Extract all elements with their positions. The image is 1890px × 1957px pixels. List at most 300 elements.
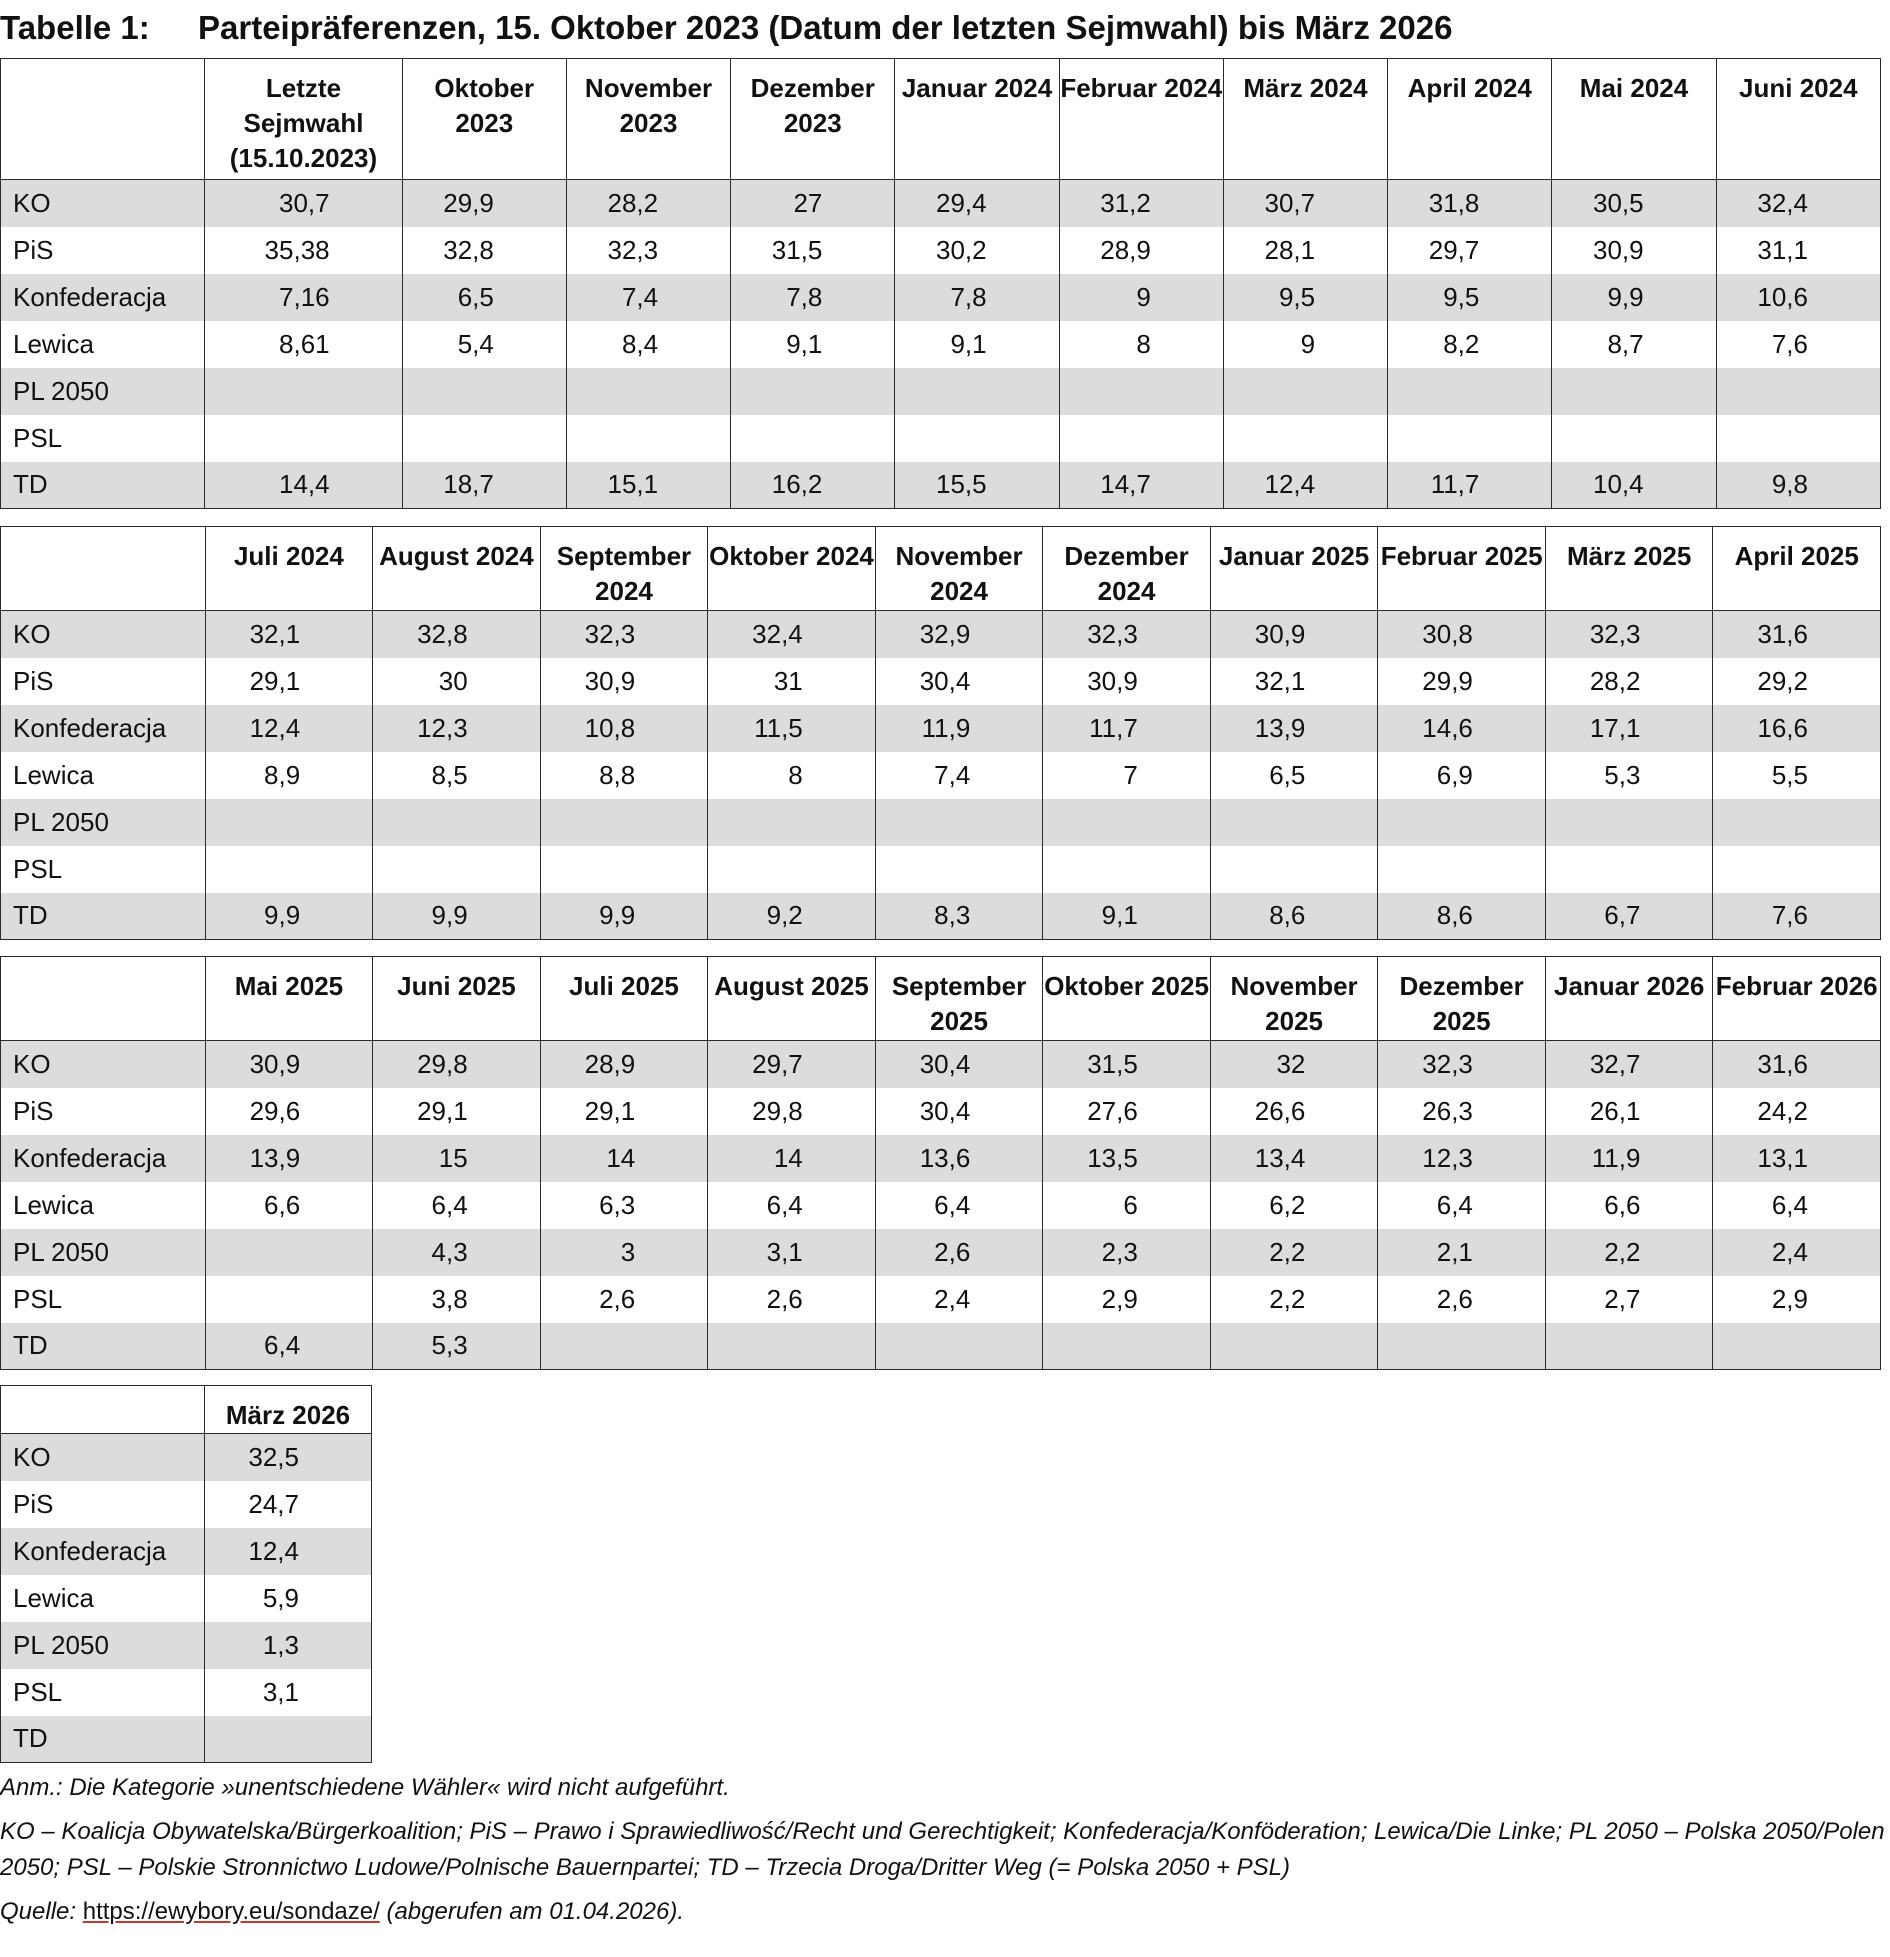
value-cell: 3 bbox=[540, 1229, 708, 1276]
value-cell: 8,61 bbox=[205, 321, 402, 368]
value-cell: 9,8 bbox=[1716, 462, 1880, 509]
value-cell: 13,9 bbox=[1210, 705, 1378, 752]
value-cell: 8,7 bbox=[1552, 321, 1716, 368]
column-header-august-2025: August 2025 bbox=[708, 957, 876, 1041]
column-header-maerz-2026: März 2026 bbox=[205, 1386, 372, 1434]
table-row-psl bbox=[1, 1276, 1881, 1323]
party-label: PL 2050 bbox=[1, 368, 205, 415]
value-cell: 28,2 bbox=[1545, 658, 1713, 705]
party-label: KO bbox=[1, 611, 206, 658]
value-cell: 32,9 bbox=[875, 611, 1043, 658]
value-cell: 31 bbox=[708, 658, 876, 705]
value-cell: 9,9 bbox=[540, 893, 708, 940]
value-cell: 7 bbox=[1043, 752, 1211, 799]
value-cell: 14,6 bbox=[1378, 705, 1546, 752]
value-cell: 5,9 bbox=[205, 1575, 372, 1622]
value-cell: 5,4 bbox=[402, 321, 566, 368]
table-row-lewica bbox=[1, 321, 1881, 368]
value-cell: 30,4 bbox=[875, 658, 1043, 705]
value-cell: 30,8 bbox=[1378, 611, 1546, 658]
value-cell: 7,4 bbox=[875, 752, 1043, 799]
value-cell: 9,1 bbox=[731, 321, 895, 368]
value-cell: 29,1 bbox=[205, 658, 373, 705]
column-header-juni-2025: Juni 2025 bbox=[373, 957, 541, 1041]
source-suffix: (abgerufen am 01.04.2026). bbox=[386, 1898, 684, 1925]
value-cell: 6,4 bbox=[205, 1323, 373, 1370]
value-cell: 30,2 bbox=[895, 227, 1059, 274]
value-cell: 28,9 bbox=[1059, 227, 1223, 274]
note-remark: Anm.: Die Kategorie »unentschiedene Wähler« wird nicht aufgeführt. bbox=[0, 1774, 730, 1801]
value-cell bbox=[1223, 368, 1387, 415]
table-row-lewica bbox=[1, 752, 1881, 799]
caption-title: Parteipräferenzen, 15. Oktober 2023 (Datum der letzten Sejmwahl) bis März 2026 bbox=[198, 9, 1453, 46]
value-cell: 8,5 bbox=[373, 752, 541, 799]
value-cell: 2,2 bbox=[1210, 1276, 1378, 1323]
value-cell bbox=[1713, 846, 1881, 893]
value-cell: 13,4 bbox=[1210, 1135, 1378, 1182]
party-label: Lewica bbox=[1, 1182, 206, 1229]
value-cell: 5,5 bbox=[1713, 752, 1881, 799]
table-row-pl-2050 bbox=[1, 368, 1881, 415]
table-row-lewica bbox=[1, 1182, 1881, 1229]
value-cell: 11,7 bbox=[1388, 462, 1552, 509]
value-cell bbox=[1713, 799, 1881, 846]
header-row bbox=[1, 1386, 372, 1434]
table-row-konfederacja bbox=[1, 1528, 372, 1575]
column-header-november-2025: November 2025 bbox=[1210, 957, 1378, 1041]
value-cell: 18,7 bbox=[402, 462, 566, 509]
value-cell: 2,6 bbox=[1378, 1276, 1546, 1323]
party-label: PiS bbox=[1, 1088, 206, 1135]
value-cell: 7,6 bbox=[1716, 321, 1880, 368]
value-cell: 16,2 bbox=[731, 462, 895, 509]
value-cell: 31,6 bbox=[1713, 1041, 1881, 1088]
party-label: PSL bbox=[1, 1669, 205, 1716]
value-cell: 2,7 bbox=[1545, 1276, 1713, 1323]
value-cell: 13,5 bbox=[1043, 1135, 1211, 1182]
value-cell: 29,7 bbox=[708, 1041, 876, 1088]
value-cell: 30,9 bbox=[205, 1041, 373, 1088]
column-header-dezember-2023: Dezember 2023 bbox=[731, 59, 895, 180]
column-header-juni-2024: Juni 2024 bbox=[1716, 59, 1880, 180]
value-cell: 32,3 bbox=[1378, 1041, 1546, 1088]
value-cell: 12,4 bbox=[205, 1528, 372, 1575]
value-cell bbox=[566, 368, 730, 415]
value-cell: 10,4 bbox=[1552, 462, 1716, 509]
value-cell bbox=[402, 368, 566, 415]
column-header-mai-2025: Mai 2025 bbox=[205, 957, 373, 1041]
column-header-april-2025: April 2025 bbox=[1713, 527, 1881, 611]
poll-table-4 bbox=[0, 1385, 372, 1763]
table-row-psl bbox=[1, 415, 1881, 462]
value-cell: 26,6 bbox=[1210, 1088, 1378, 1135]
value-cell: 14,4 bbox=[205, 462, 402, 509]
party-label: Konfederacja bbox=[1, 274, 205, 321]
value-cell bbox=[731, 368, 895, 415]
value-cell bbox=[205, 368, 402, 415]
value-cell: 11,9 bbox=[1545, 1135, 1713, 1182]
value-cell: 32,7 bbox=[1545, 1041, 1713, 1088]
value-cell: 16,6 bbox=[1713, 705, 1881, 752]
column-header-november-2023: November 2023 bbox=[566, 59, 730, 180]
value-cell: 32,4 bbox=[1716, 180, 1880, 227]
value-cell: 30,7 bbox=[205, 180, 402, 227]
value-cell: 9,5 bbox=[1388, 274, 1552, 321]
table-row-pl-2050 bbox=[1, 1229, 1881, 1276]
note-source bbox=[0, 1894, 1886, 1930]
value-cell: 6 bbox=[1043, 1182, 1211, 1229]
value-cell: 30 bbox=[373, 658, 541, 705]
value-cell: 30,7 bbox=[1223, 180, 1387, 227]
value-cell: 32,3 bbox=[1043, 611, 1211, 658]
value-cell: 31,8 bbox=[1388, 180, 1552, 227]
value-cell: 31,5 bbox=[1043, 1041, 1211, 1088]
value-cell: 30,9 bbox=[540, 658, 708, 705]
value-cell: 30,9 bbox=[1043, 658, 1211, 705]
value-cell: 3,1 bbox=[205, 1669, 372, 1716]
column-header-juli-2024: Juli 2024 bbox=[205, 527, 373, 611]
value-cell: 6,4 bbox=[875, 1182, 1043, 1229]
table-row-td bbox=[1, 1323, 1881, 1370]
value-cell: 6,4 bbox=[1713, 1182, 1881, 1229]
value-cell: 2,4 bbox=[1713, 1229, 1881, 1276]
value-cell: 30,9 bbox=[1552, 227, 1716, 274]
column-header-januar-2025: Januar 2025 bbox=[1210, 527, 1378, 611]
value-cell bbox=[1059, 368, 1223, 415]
party-label: PL 2050 bbox=[1, 799, 206, 846]
value-cell: 13,9 bbox=[205, 1135, 373, 1182]
value-cell bbox=[1545, 799, 1713, 846]
value-cell: 31,5 bbox=[731, 227, 895, 274]
party-label: Lewica bbox=[1, 321, 205, 368]
table-row-konfederacja bbox=[1, 274, 1881, 321]
party-label: PSL bbox=[1, 415, 205, 462]
table-row-pl-2050 bbox=[1, 799, 1881, 846]
party-label: KO bbox=[1, 1434, 205, 1481]
value-cell: 7,16 bbox=[205, 274, 402, 321]
value-cell: 2,6 bbox=[708, 1276, 876, 1323]
column-header-september-2024: September 2024 bbox=[540, 527, 708, 611]
table-row-pis bbox=[1, 1481, 372, 1528]
value-cell bbox=[895, 368, 1059, 415]
column-header-januar-2024: Januar 2024 bbox=[895, 59, 1059, 180]
header-corner-cell bbox=[1, 59, 205, 180]
value-cell bbox=[1716, 368, 1880, 415]
party-label: Konfederacja bbox=[1, 1135, 206, 1182]
value-cell: 29,9 bbox=[1378, 658, 1546, 705]
value-cell: 2,3 bbox=[1043, 1229, 1211, 1276]
party-label: TD bbox=[1, 893, 206, 940]
value-cell: 7,8 bbox=[895, 274, 1059, 321]
value-cell bbox=[1552, 368, 1716, 415]
table-row-td bbox=[1, 462, 1881, 509]
poll-table-2 bbox=[0, 526, 1881, 940]
table-row-td bbox=[1, 1716, 372, 1763]
value-cell: 24,7 bbox=[205, 1481, 372, 1528]
value-cell bbox=[402, 415, 566, 462]
value-cell: 15 bbox=[373, 1135, 541, 1182]
value-cell bbox=[1043, 846, 1211, 893]
value-cell: 12,3 bbox=[1378, 1135, 1546, 1182]
value-cell: 3,8 bbox=[373, 1276, 541, 1323]
column-header-mai-2024: Mai 2024 bbox=[1552, 59, 1716, 180]
value-cell: 2,9 bbox=[1713, 1276, 1881, 1323]
value-cell: 13,6 bbox=[875, 1135, 1043, 1182]
table-row-ko bbox=[1, 1434, 372, 1481]
value-cell: 9,1 bbox=[1043, 893, 1211, 940]
value-cell: 8,6 bbox=[1378, 893, 1546, 940]
value-cell: 24,2 bbox=[1713, 1088, 1881, 1135]
value-cell: 30,4 bbox=[875, 1041, 1043, 1088]
value-cell: 7,8 bbox=[731, 274, 895, 321]
party-label: TD bbox=[1, 1716, 205, 1763]
value-cell bbox=[708, 799, 876, 846]
value-cell: 32,3 bbox=[540, 611, 708, 658]
value-cell: 29,8 bbox=[373, 1041, 541, 1088]
party-label: TD bbox=[1, 462, 205, 509]
column-header-oktober-2024: Oktober 2024 bbox=[708, 527, 876, 611]
value-cell: 3,1 bbox=[708, 1229, 876, 1276]
column-header-maerz-2025: März 2025 bbox=[1545, 527, 1713, 611]
table-row-konfederacja bbox=[1, 1135, 1881, 1182]
column-header-september-2025: September 2025 bbox=[875, 957, 1043, 1041]
header-row bbox=[1, 527, 1881, 611]
value-cell bbox=[1059, 415, 1223, 462]
table-row-psl bbox=[1, 1669, 372, 1716]
value-cell: 8,3 bbox=[875, 893, 1043, 940]
value-cell bbox=[1552, 415, 1716, 462]
column-header-oktober-2025: Oktober 2025 bbox=[1043, 957, 1211, 1041]
value-cell: 32,8 bbox=[373, 611, 541, 658]
value-cell: 8,4 bbox=[566, 321, 730, 368]
value-cell: 27,6 bbox=[1043, 1088, 1211, 1135]
value-cell: 32,3 bbox=[566, 227, 730, 274]
value-cell: 7,6 bbox=[1713, 893, 1881, 940]
header-row bbox=[1, 957, 1881, 1041]
value-cell: 28,2 bbox=[566, 180, 730, 227]
value-cell: 32,4 bbox=[708, 611, 876, 658]
value-cell bbox=[373, 846, 541, 893]
value-cell: 6,3 bbox=[540, 1182, 708, 1229]
header-row bbox=[1, 59, 1881, 180]
value-cell: 32,5 bbox=[205, 1434, 372, 1481]
value-cell: 5,3 bbox=[1545, 752, 1713, 799]
value-cell bbox=[1043, 1323, 1211, 1370]
table-row-ko bbox=[1, 611, 1881, 658]
column-header-februar-2024: Februar 2024 bbox=[1059, 59, 1223, 180]
party-label: Konfederacja bbox=[1, 705, 206, 752]
party-label: Konfederacja bbox=[1, 1528, 205, 1575]
party-label: TD bbox=[1, 1323, 206, 1370]
table-row-td bbox=[1, 893, 1881, 940]
column-header-februar-2026: Februar 2026 bbox=[1713, 957, 1881, 1041]
value-cell: 5,3 bbox=[373, 1323, 541, 1370]
column-header-dezember-2024: Dezember 2024 bbox=[1043, 527, 1211, 611]
value-cell: 32 bbox=[1210, 1041, 1378, 1088]
value-cell: 29,1 bbox=[373, 1088, 541, 1135]
value-cell: 9 bbox=[1223, 321, 1387, 368]
value-cell bbox=[1210, 799, 1378, 846]
party-label: KO bbox=[1, 1041, 206, 1088]
value-cell: 30,9 bbox=[1210, 611, 1378, 658]
value-cell: 8 bbox=[1059, 321, 1223, 368]
value-cell: 7,4 bbox=[566, 274, 730, 321]
table-row-pl-2050 bbox=[1, 1622, 372, 1669]
value-cell bbox=[1716, 415, 1880, 462]
value-cell: 8,6 bbox=[1210, 893, 1378, 940]
header-corner-cell bbox=[1, 1386, 205, 1434]
note-abbreviations: KO – Koalicja Obywatelska/Bürgerkoalition; PiS – Prawo i Sprawiedliwość/Recht und Gerechtigkeit; Konfederacja/Konföderation; Lewica/Die Linke; PL 2050 – Polska 2050/Polen 2050; PSL – Polskie Stronnictwo Ludowe/Polnische Bauernpartei; TD – Trzecia Droga/Dritter Weg (= Polska 2050 + PSL) bbox=[0, 1818, 1885, 1881]
value-cell: 9,9 bbox=[1552, 274, 1716, 321]
source-prefix: Quelle: bbox=[0, 1898, 77, 1925]
value-cell: 9,1 bbox=[895, 321, 1059, 368]
party-label: Lewica bbox=[1, 1575, 205, 1622]
value-cell: 29,4 bbox=[895, 180, 1059, 227]
value-cell: 2,9 bbox=[1043, 1276, 1211, 1323]
value-cell: 32,3 bbox=[1545, 611, 1713, 658]
value-cell bbox=[540, 1323, 708, 1370]
value-cell bbox=[1388, 415, 1552, 462]
value-cell bbox=[205, 1229, 373, 1276]
value-cell bbox=[566, 415, 730, 462]
value-cell: 29,2 bbox=[1713, 658, 1881, 705]
value-cell bbox=[1210, 846, 1378, 893]
value-cell bbox=[1378, 799, 1546, 846]
column-header-august-2024: August 2024 bbox=[373, 527, 541, 611]
value-cell: 9,9 bbox=[205, 893, 373, 940]
value-cell: 28,9 bbox=[540, 1041, 708, 1088]
column-header-juli-2025: Juli 2025 bbox=[540, 957, 708, 1041]
value-cell: 12,4 bbox=[205, 705, 373, 752]
value-cell: 29,7 bbox=[1388, 227, 1552, 274]
value-cell: 2,2 bbox=[1210, 1229, 1378, 1276]
value-cell: 30,4 bbox=[875, 1088, 1043, 1135]
column-header-maerz-2024: März 2024 bbox=[1223, 59, 1387, 180]
value-cell: 2,4 bbox=[875, 1276, 1043, 1323]
value-cell: 29,1 bbox=[540, 1088, 708, 1135]
table-notes bbox=[0, 1770, 1886, 1938]
value-cell: 6,6 bbox=[1545, 1182, 1713, 1229]
table-row-ko bbox=[1, 1041, 1881, 1088]
value-cell: 30,5 bbox=[1552, 180, 1716, 227]
value-cell bbox=[540, 799, 708, 846]
column-header-februar-2025: Februar 2025 bbox=[1378, 527, 1546, 611]
value-cell: 8,2 bbox=[1388, 321, 1552, 368]
column-header-letzte-sejmwahl-15-10-2023: Letzte Sejmwahl (15.10.2023) bbox=[205, 59, 402, 180]
value-cell: 15,5 bbox=[895, 462, 1059, 509]
value-cell: 27 bbox=[731, 180, 895, 227]
value-cell: 9 bbox=[1059, 274, 1223, 321]
value-cell: 6,4 bbox=[1378, 1182, 1546, 1229]
value-cell bbox=[708, 1323, 876, 1370]
value-cell: 31,2 bbox=[1059, 180, 1223, 227]
value-cell: 4,3 bbox=[373, 1229, 541, 1276]
value-cell bbox=[205, 1716, 372, 1763]
value-cell: 6,9 bbox=[1378, 752, 1546, 799]
value-cell: 8,8 bbox=[540, 752, 708, 799]
value-cell: 8,9 bbox=[205, 752, 373, 799]
value-cell: 13,1 bbox=[1713, 1135, 1881, 1182]
value-cell bbox=[875, 1323, 1043, 1370]
value-cell bbox=[1545, 846, 1713, 893]
header-corner-cell bbox=[1, 527, 206, 611]
value-cell bbox=[875, 799, 1043, 846]
table-row-ko bbox=[1, 180, 1881, 227]
value-cell: 15,1 bbox=[566, 462, 730, 509]
value-cell bbox=[895, 415, 1059, 462]
header-corner-cell bbox=[1, 957, 206, 1041]
column-header-januar-2026: Januar 2026 bbox=[1545, 957, 1713, 1041]
value-cell: 9,9 bbox=[373, 893, 541, 940]
value-cell: 29,8 bbox=[708, 1088, 876, 1135]
party-label: PiS bbox=[1, 658, 206, 705]
value-cell bbox=[1713, 1323, 1881, 1370]
value-cell: 11,9 bbox=[875, 705, 1043, 752]
value-cell bbox=[731, 415, 895, 462]
value-cell: 28,1 bbox=[1223, 227, 1387, 274]
value-cell: 11,5 bbox=[708, 705, 876, 752]
value-cell: 2,2 bbox=[1545, 1229, 1713, 1276]
table-row-lewica bbox=[1, 1575, 372, 1622]
table-row-pis bbox=[1, 658, 1881, 705]
value-cell: 2,1 bbox=[1378, 1229, 1546, 1276]
value-cell: 6,5 bbox=[1210, 752, 1378, 799]
poll-table-1 bbox=[0, 58, 1881, 509]
value-cell: 32,8 bbox=[402, 227, 566, 274]
table-row-konfederacja bbox=[1, 705, 1881, 752]
value-cell: 12,4 bbox=[1223, 462, 1387, 509]
value-cell: 11,7 bbox=[1043, 705, 1211, 752]
value-cell: 12,3 bbox=[373, 705, 541, 752]
value-cell bbox=[1210, 1323, 1378, 1370]
value-cell bbox=[708, 846, 876, 893]
value-cell: 6,4 bbox=[373, 1182, 541, 1229]
value-cell: 14 bbox=[708, 1135, 876, 1182]
party-label: PSL bbox=[1, 1276, 206, 1323]
party-label: PL 2050 bbox=[1, 1229, 206, 1276]
party-label: PiS bbox=[1, 1481, 205, 1528]
party-label: PiS bbox=[1, 227, 205, 274]
value-cell: 29,9 bbox=[402, 180, 566, 227]
value-cell bbox=[1545, 1323, 1713, 1370]
value-cell: 26,1 bbox=[1545, 1088, 1713, 1135]
value-cell bbox=[205, 846, 373, 893]
value-cell: 10,8 bbox=[540, 705, 708, 752]
value-cell: 31,1 bbox=[1716, 227, 1880, 274]
value-cell bbox=[205, 415, 402, 462]
value-cell: 32,1 bbox=[1210, 658, 1378, 705]
value-cell bbox=[1388, 368, 1552, 415]
table-row-pis bbox=[1, 227, 1881, 274]
party-label: PL 2050 bbox=[1, 1622, 205, 1669]
value-cell bbox=[205, 1276, 373, 1323]
value-cell bbox=[875, 846, 1043, 893]
value-cell: 14 bbox=[540, 1135, 708, 1182]
source-link[interactable]: https://ewybory.eu/sondaze/ bbox=[82, 1898, 380, 1925]
value-cell: 9,2 bbox=[708, 893, 876, 940]
value-cell: 10,6 bbox=[1716, 274, 1880, 321]
value-cell: 17,1 bbox=[1545, 705, 1713, 752]
value-cell bbox=[1043, 799, 1211, 846]
value-cell: 8 bbox=[708, 752, 876, 799]
column-header-dezember-2025: Dezember 2025 bbox=[1378, 957, 1546, 1041]
value-cell bbox=[1223, 415, 1387, 462]
value-cell: 26,3 bbox=[1378, 1088, 1546, 1135]
value-cell: 32,1 bbox=[205, 611, 373, 658]
value-cell bbox=[373, 799, 541, 846]
party-label: Lewica bbox=[1, 752, 206, 799]
value-cell: 9,5 bbox=[1223, 274, 1387, 321]
